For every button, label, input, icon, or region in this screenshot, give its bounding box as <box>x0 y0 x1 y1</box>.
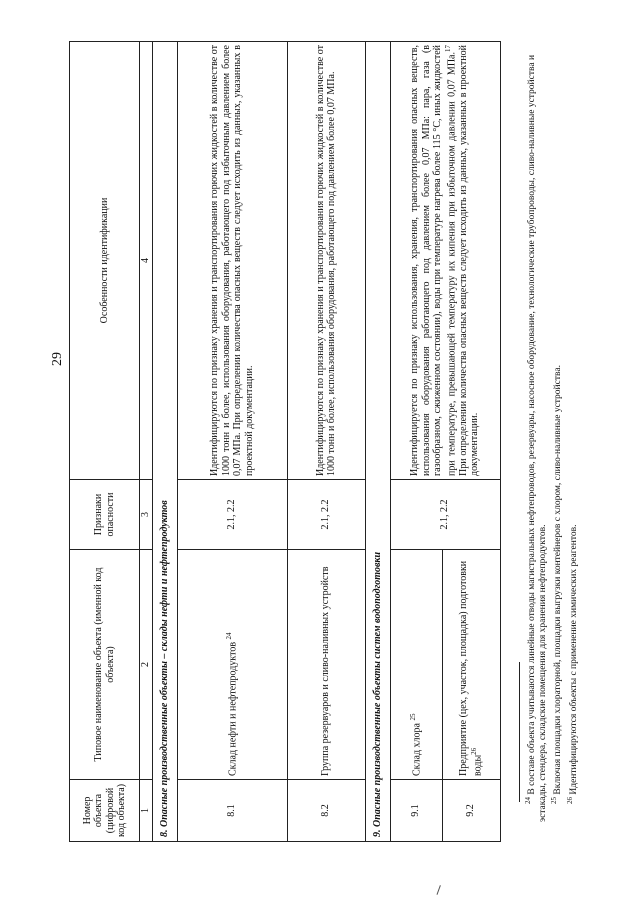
footnote-divider <box>519 662 520 802</box>
col-number-1: 1 <box>140 780 153 842</box>
row-object-name-text: Предприятие (цех, участок, площадка) подготовки воды <box>458 560 484 776</box>
header-hazard-signs: Признаки опасности <box>70 480 140 550</box>
row-identification-text <box>390 42 500 480</box>
footnote-mark: 25 <box>550 797 559 804</box>
footnote-text: Идентифицируются объекты с применение химических реагентов. <box>569 524 580 795</box>
row-number: 9.1 <box>390 780 442 842</box>
page-number: 29 <box>50 352 65 366</box>
row-object-name <box>177 550 287 780</box>
footnote-ref: 26 <box>469 747 478 755</box>
row-number: 8.2 <box>287 780 365 842</box>
footnote-ref: 25 <box>409 713 418 721</box>
scan-mark <box>437 885 447 897</box>
row-identification-text: Идентифицируются по признаку хранения и транспортирования горючих жидкостей в количестве от 1000 тонн и более, использования оборудования, работающего под избыточным давлением более 0,07 МПа. При определении количества опасных веществ следует исходить из данных, указанных в проектной документации. <box>177 42 287 480</box>
header-object-number: Номер объекта (цифровой код объекта) <box>70 780 140 842</box>
row-number: 8.1 <box>177 780 287 842</box>
footnote-text: Включая площадки хлораторной, площадки выгрузки контейнеров с хлором, сливо-наливные устройства. <box>553 365 564 795</box>
row-object-name-text: Склад нефти и нефтепродуктов <box>227 641 239 776</box>
section-8-title: 8. Опасные производственные объекты – склады нефти и нефтепродуктов <box>152 42 177 842</box>
table-header-row <box>70 42 140 842</box>
row-hazard-signs: 2.1, 2.2 <box>287 480 365 550</box>
table-row <box>177 42 287 842</box>
footnote-ref: 17 <box>443 45 452 52</box>
header-identification-features: Особенности идентификации <box>70 42 140 480</box>
rotated-page-content <box>69 42 580 842</box>
row-object-name <box>442 550 500 780</box>
footnote-mark: 24 <box>523 797 532 804</box>
row-object-name: Группа резервуаров и сливо-наливных устройств <box>287 550 365 780</box>
footnote <box>524 42 550 822</box>
footnote <box>566 42 581 822</box>
footnote-ref: 24 <box>225 632 234 640</box>
identification-table <box>69 41 501 842</box>
table-row <box>390 42 442 842</box>
col-number-3: 3 <box>140 480 153 550</box>
row-number: 9.2 <box>442 780 500 842</box>
col-number-2: 2 <box>140 550 153 780</box>
footnote-text: В составе объекта учитываются линейные отводы магистральных нефтепроводов, резервуары, насосное оборудование, технологические трубопроводы, сливо-наливные устройства и эстакады, стендера, складские помещения для хранения нефтепродуктов. <box>526 54 549 822</box>
row-object-name <box>390 550 442 780</box>
row-identification-text: Идентифицируются по признаку хранения и транспортирования горючих жидкостей в количестве от 1000 тонн и более, использования оборудования, работающего под давлением более 0,07 МПа. <box>287 42 365 480</box>
footnote <box>550 42 565 822</box>
header-object-name: Типовое наименование объекта (именной код объекта) <box>70 550 140 780</box>
footnote-mark: 26 <box>565 797 574 804</box>
col-number-4: 4 <box>140 42 153 480</box>
row-object-name-text: Склад хлора <box>411 723 423 776</box>
row-identification-text-a: Идентифицируется по признаку использования, хранения, транспортирования опасных веществ, использования оборудования работающего под давлением более 0,07 МПа: пара, газа (в газообразном, сжиженном состоянии), воды при температуре нагрева более 115 °С, иных жидкостей при температуре, превышающей температуру их кипения при избыточном давлении 0,07 МПа. <box>409 45 458 476</box>
section-row <box>152 42 177 842</box>
column-number-row <box>140 42 153 842</box>
section-9-title: 9. Опасные производственные объекты систем водоподготовки <box>365 42 390 842</box>
table-row <box>287 42 365 842</box>
section-row <box>365 42 390 842</box>
row-hazard-signs: 2.1, 2.2 <box>177 480 287 550</box>
footnotes <box>519 42 581 842</box>
row-hazard-signs: 2.1, 2.2 <box>390 480 500 550</box>
row-identification-text-b: При определении количества опасных веществ следует исходить из данных, указанных в проектной документации. <box>457 45 481 476</box>
